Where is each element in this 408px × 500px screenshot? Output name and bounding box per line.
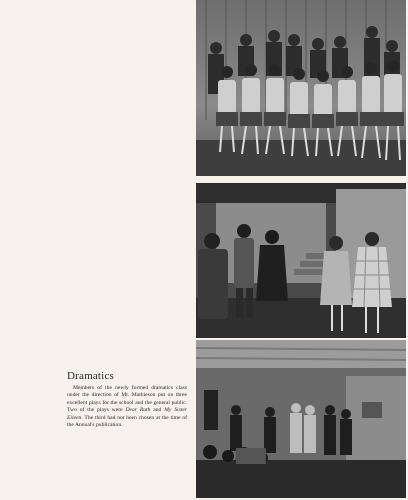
- play-title-2: My Sister Eileen: [67, 407, 187, 421]
- caption-body: [67, 385, 187, 429]
- rehearsal-photo-image: [196, 183, 406, 338]
- caption-text-1: Members of the newly formed dramatics class under the direction of Mr. Mathieson put on three excellent plays for the school and the general public. Two of the plays were: [67, 385, 187, 414]
- play-title-1: Dear Ruth: [125, 407, 151, 414]
- caption-title: Dramatics: [67, 370, 115, 382]
- group-photo-image: [196, 0, 406, 176]
- rehearsal-photo: [196, 183, 406, 338]
- group-photo: [196, 0, 406, 176]
- caption-block: [67, 370, 187, 429]
- stage-photo-image: [196, 340, 406, 498]
- caption-text-2: and: [150, 407, 165, 414]
- caption-text-3: . The third had not been chosen at the time of the Annual's publication.: [67, 414, 187, 429]
- stage-photo: [196, 340, 406, 498]
